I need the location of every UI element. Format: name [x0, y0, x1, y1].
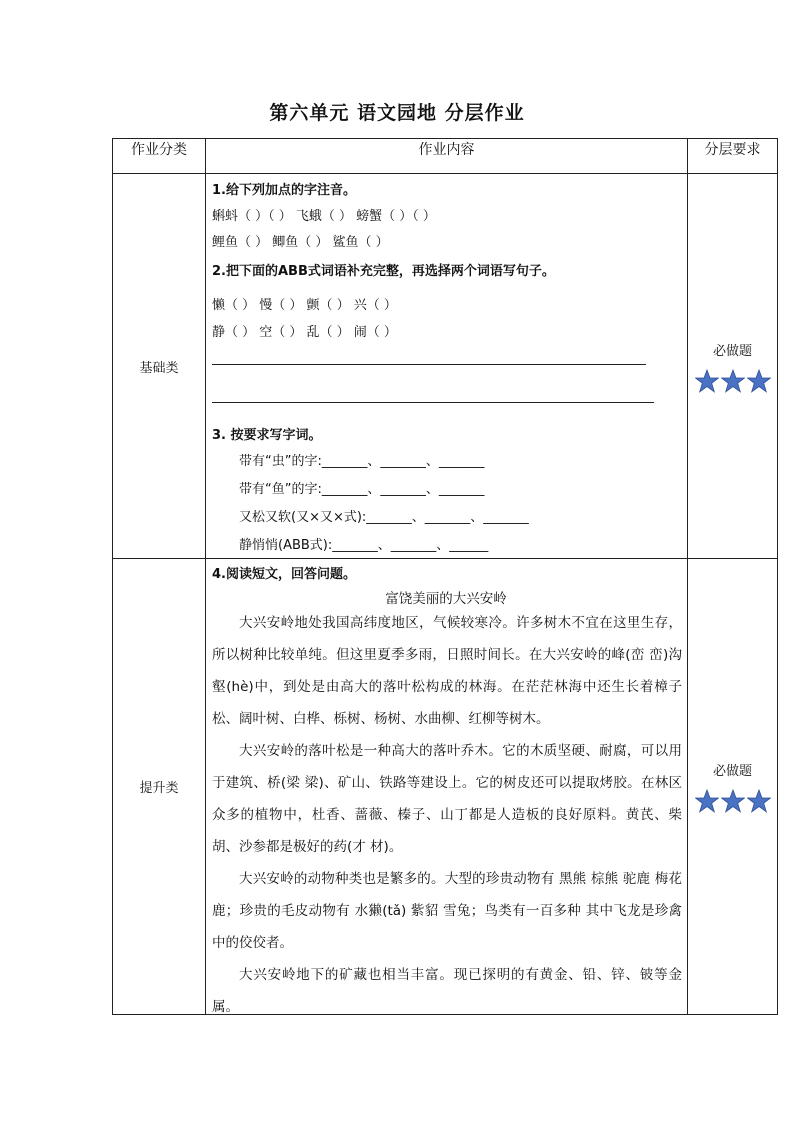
header-requirement: 分层要求 [688, 139, 778, 174]
star-icon [721, 789, 745, 813]
header-category: 作业分类 [113, 139, 206, 174]
answer-line-2[interactable] [212, 402, 654, 403]
passage-paragraph: 大兴安岭地处我国高纬度地区，气候较寒冷。许多树木不宜在这里生存，所以树种比较单纯。但这里夏季多雨，日照时间长。在大兴安岭的峰(峦 峦)沟壑(hè)中，到处是由高大的落叶松构成的林海。在茫茫林海中还生长着樟子松、阔叶树、白桦、栎树、杨树、水曲柳、红柳等树木。 [212, 615, 682, 727]
passage-paragraph: 大兴安岭的落叶松是一种高大的落叶乔木。它的木质坚硬、耐腐，可以用于建筑、桥(梁 梁)、矿山、铁路等建设上。它的树皮还可以提取烤胶。在林区众多的植物中，杜香、蔷薇、榛子、山丁都是人造板的良好原料。黄芪、柴胡、沙参都是极好的药(才 材)。 [212, 743, 682, 855]
star-rating [688, 789, 777, 813]
header-content: 作业内容 [206, 139, 688, 174]
table-row-advanced [113, 559, 778, 1015]
content-basic [206, 174, 688, 559]
star-icon [721, 369, 745, 393]
q3-line-2: 带有“鱼”的字:_______、_______、_______ [239, 482, 485, 497]
passage-paragraph: 大兴安岭地下的矿藏也相当丰富。现已探明的有黄金、铅、锌、铍等金属。 [212, 967, 682, 1015]
q3-title: 3. 按要求写字词。 [212, 428, 322, 443]
answer-line-1[interactable] [212, 364, 646, 365]
category-basic: 基础类 [113, 174, 206, 559]
q2-title: 2.把下面的ABB式词语补充完整，再选择两个词语写句子。 [212, 264, 555, 279]
q1-line-2: 鲤鱼（ ） 鲫鱼（ ） 鲨鱼（ ） [212, 235, 389, 250]
passage-paragraph: 大兴安岭的动物种类也是繁多的。大型的珍贵动物有 黑熊 棕熊 驼鹿 梅花鹿；珍贵的毛皮动物有 水獭(tǎ) 紫貂 雪兔；鸟类有一百多种 其中飞龙是珍禽中的佼佼者。 [212, 871, 682, 951]
homework-table [112, 138, 778, 1015]
star-icon [695, 789, 719, 813]
category-advanced: 提升类 [113, 559, 206, 1015]
star-icon [747, 369, 771, 393]
requirement-basic [688, 174, 778, 559]
requirement-label: 必做题 [712, 764, 752, 779]
table-row-basic [113, 174, 778, 559]
table-header-row [113, 139, 778, 174]
star-icon [695, 369, 719, 393]
q3-line-1: 带有“虫”的字:_______、_______、_______ [239, 454, 485, 469]
q1-line-1: 蝌蚪（ ）（ ） 飞蛾（ ） 螃蟹（ ）（ ） [212, 209, 436, 224]
requirement-label: 必做题 [712, 343, 752, 359]
q2-line-1: 懒（ ） 慢（ ） 颤（ ） 兴（ ） [212, 298, 397, 313]
q3-line-4: 静悄悄(ABB式):_______、_______、______ [239, 538, 489, 553]
q3-line-3: 又松又软(又×又×式):_______、_______、_______ [239, 510, 529, 525]
passage-body [212, 607, 682, 1023]
requirement-advanced [688, 559, 778, 1015]
passage-title: 富饶美丽的大兴安岭 [385, 591, 507, 607]
content-advanced [206, 559, 688, 1015]
page-title: 第六单元 语文园地 分层作业 [269, 102, 525, 124]
q1-title: 1.给下列加点的字注音。 [212, 183, 356, 198]
q4-title: 4.阅读短文，回答问题。 [212, 567, 356, 582]
star-icon [747, 789, 771, 813]
star-rating [688, 369, 777, 393]
q2-line-2: 静（ ） 空（ ） 乱（ ） 闹（ ） [212, 325, 397, 340]
